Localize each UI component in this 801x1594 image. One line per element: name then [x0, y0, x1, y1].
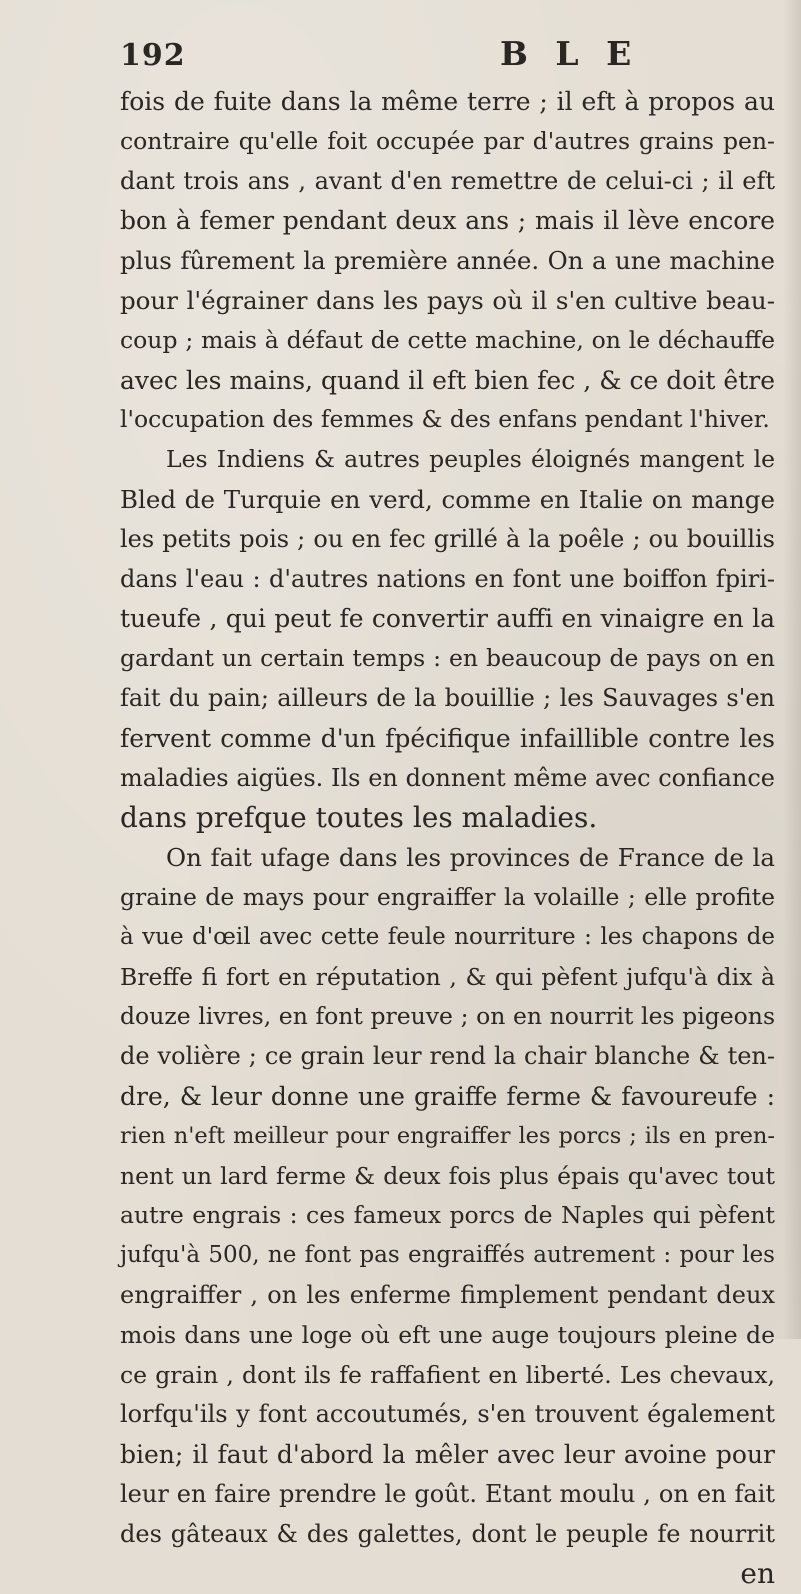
- text-line: des gâteaux & des galettes, dont le peuple fe nourrit: [120, 1519, 775, 1548]
- text-line: leur en faire prendre le goût. Etant moulu , on en fait: [120, 1479, 775, 1508]
- text-line: autre engrais : ces fameux porcs de Naples qui pèfent: [120, 1201, 775, 1230]
- catchword: en: [740, 1557, 775, 1591]
- text-line: ce grain , dont ils fe raffafient en liberté. Les chevaux,: [120, 1360, 775, 1389]
- text-line: fervent comme d'un fpécifique infaillible contre les: [120, 723, 775, 753]
- text-line: douze livres, en font preuve ; on en nourrit les pigeons: [120, 1002, 775, 1031]
- text-line: avec les mains, quand il eft bien fec , & ce doit être: [120, 365, 775, 395]
- text-line: l'occupation des femmes & des enfans pendant l'hiver.: [120, 405, 770, 434]
- body-text: [120, 82, 775, 1594]
- text-line: à vue d'œil avec cette feule nourriture : les chapons de: [120, 923, 775, 950]
- text-line: nent un lard ferme & deux fois plus épais qu'avec tout: [120, 1161, 775, 1190]
- paragraph-start-line: On fait ufage dans les provinces de France de la: [166, 843, 775, 873]
- text-line: graine de mays pour engraiffer la volaille ; elle profite: [120, 882, 775, 911]
- text-line: les petits pois ; ou en fec grillé à la poêle ; ou bouillis: [120, 524, 775, 553]
- text-line: fait du pain; ailleurs de la bouillie ; les Sauvages s'en: [120, 683, 775, 712]
- page-number: 192: [120, 38, 186, 73]
- text-line: dans prefque toutes les maladies.: [120, 801, 598, 835]
- text-line: lorfqu'ils y font accoutumés, s'en trouvent également: [120, 1400, 775, 1429]
- text-line: dans l'eau : d'autres nations en font une boiffon fpiri-: [120, 564, 775, 593]
- text-line: Bled de Turquie en verd, comme en Italie on mange: [120, 484, 775, 514]
- text-line: rien n'eft meilleur pour engraiffer les porcs ; ils en pren-: [120, 1122, 775, 1149]
- text-line: gardant un certain temps : en beaucoup de pays on en: [120, 644, 775, 673]
- text-line: bien; il faut d'abord la mêler avec leur avoine pour: [120, 1440, 775, 1470]
- text-line: plus fûrement la première année. On a une machine: [120, 246, 775, 276]
- text-line: bon à femer pendant deux ans ; mais il lève encore: [120, 206, 775, 236]
- text-line: Breffe fi fort en réputation , & qui pèfent jufqu'à dix à: [120, 962, 775, 991]
- text-line: jufqu'à 500, ne font pas engraiffés autrement : pour les: [120, 1242, 775, 1269]
- paragraph-start-line: Les Indiens & autres peuples éloignés mangent le: [166, 445, 775, 474]
- running-head: B L E: [500, 34, 640, 73]
- text-line: contraire qu'elle foit occupée par d'autres grains pen-: [120, 126, 775, 155]
- page-header: [120, 34, 770, 88]
- text-line: mois dans une loge où eft une auge toujours pleine de: [120, 1320, 775, 1349]
- text-line: fois de fuite dans la même terre ; il eft à propos au: [120, 87, 775, 116]
- text-line: dant trois ans , avant d'en remettre de celui-ci ; il eft: [120, 166, 775, 195]
- text-line: de volière ; ce grain leur rend la chair blanche & ten-: [120, 1042, 775, 1071]
- text-line: engraiffer , on les enferme fimplement pendant deux: [120, 1280, 775, 1309]
- text-line: coup ; mais à défaut de cette machine, on le déchauffe: [120, 325, 775, 354]
- text-line: tueufe , qui peut fe convertir auffi en vinaigre en la: [120, 604, 775, 634]
- text-line: pour l'égrainer dans les pays où il s'en cultive beau-: [120, 285, 775, 315]
- text-line: maladies aigües. Ils en donnent même avec confiance: [120, 763, 775, 792]
- text-line: dre, & leur donne une graiffe ferme & favoureufe :: [120, 1081, 775, 1111]
